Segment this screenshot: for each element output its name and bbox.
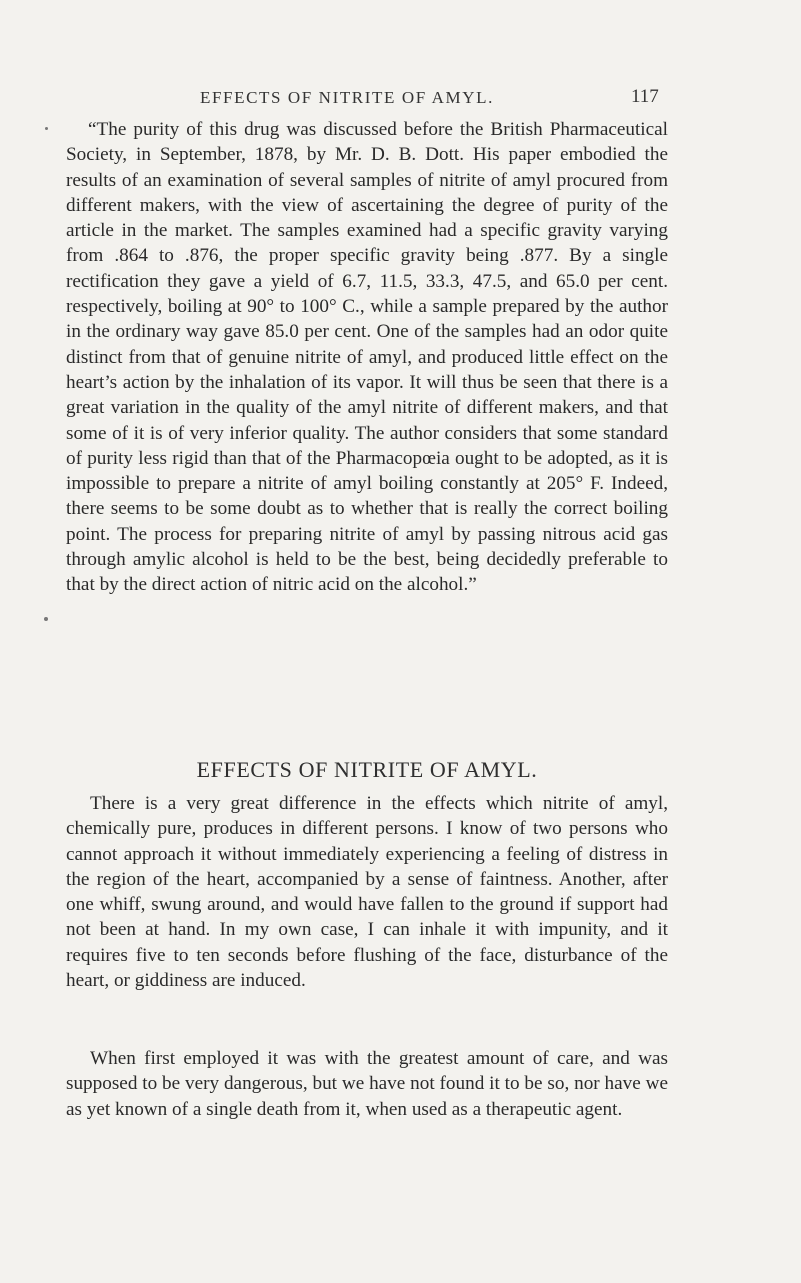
page-number: 117 <box>631 86 659 107</box>
running-head: EFFECTS OF NITRITE OF AMYL. <box>200 88 494 107</box>
body-paragraph-quote: “The purity of this drug was discussed before the British Pharmaceutical Society, in September, 1878, by Mr. D. B. Dott. His paper embodied the results of an examination of several samples of nitrite of amyl procured from different makers, with the view of ascertaining the degree of purity of the article in the market. The samples examined had a specific gravity varying from .864 to .876, the proper specific gravity being .877. By a single rectification they gave a yield of 6.7, 11.5, 33.3, 47.5, and 65.0 per cent. respectively, boiling at 90° to 100° C., while a sample prepared by the author in the ordinary way gave 85.0 per cent. One of the samples had an odor quite distinct from that of genuine nitrite of amyl, and produced little effect on the heart’s action by the inhalation of its vapor. It will thus be seen that there is a great variation in the quality of the amyl nitrite of different makers, and that some of it is of very inferior quality. The author considers that some standard of purity less rigid than that of the Pharmacopœia ought to be adopted, as it is impossible to prepare a nitrite of amyl boiling constantly at 205° F. Indeed, there seems to be some doubt as to whether that is really the correct boiling point. The process for preparing nitrite of amyl by passing nitrous acid gas through amylic alcohol is held to be the best, being decidedly preferable to that by the direct action of nitric acid on the alcohol.” <box>66 119 668 596</box>
body-paragraph-usage: When first employed it was with the greatest amount of care, and was supposed to be very dangerous, but we have not found it to be so, nor have we as yet known of a single death from it, when used as a therapeutic agent. <box>66 1048 668 1120</box>
section-heading: EFFECTS OF NITRITE OF AMYL. <box>196 757 538 782</box>
body-paragraph-effects: There is a very great difference in the effects which nitrite of amyl, chemically pure, produces in different persons. I know of two persons who cannot approach it without immediately experiencing a feeling of distress in the region of the heart, accompanied by a sense of faintness. Another, after one whiff, swung around, and would have fallen to the ground if support had not been at hand. In my own case, I can inhale it with impunity, and it requires five to ten seconds before flushing of the face, disturbance of the heart, or giddiness are induced. <box>66 793 668 992</box>
margin-dot-mark <box>44 617 48 621</box>
margin-tick-mark <box>45 127 48 130</box>
